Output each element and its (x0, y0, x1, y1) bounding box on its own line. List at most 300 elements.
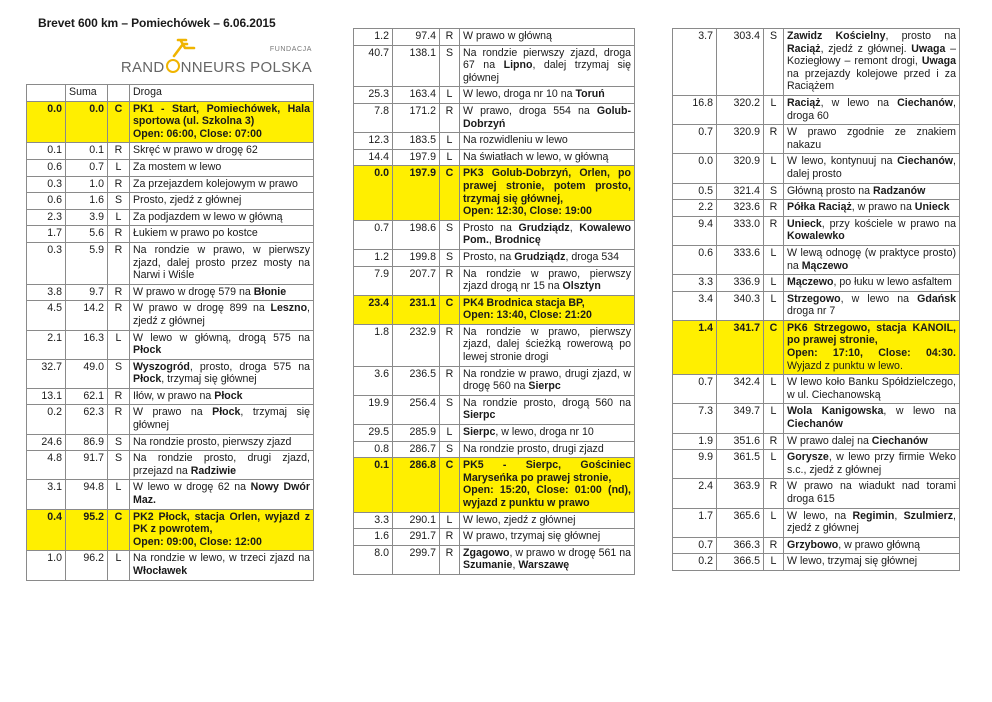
distance-cell: 14.4 (354, 149, 393, 166)
table-row (673, 29, 960, 96)
route-description-cell: PK2 Płock, stacja Orlen, wyjazd z PK z powrotem, Open: 09:00, Close: 12:00 (130, 509, 314, 551)
route-description-cell: PK4 Brodnica stacja BP, Open: 13:40, Close: 21:20 (460, 295, 635, 324)
table-row (354, 395, 635, 424)
cumulative-cell: 0.7 (66, 159, 108, 176)
route-description-cell: Za podjazdem w lewo w główną (130, 209, 314, 226)
route-description-cell: W lewo koło Banku Spółdzielczego, w ul. Ciechanowską (784, 375, 960, 404)
table-row (354, 87, 635, 104)
distance-cell: 3.3 (354, 512, 393, 529)
cumulative-cell: 236.5 (393, 366, 440, 395)
cumulative-cell: 96.2 (66, 551, 108, 580)
distance-cell: 0.2 (27, 405, 66, 434)
header-route: Droga (130, 85, 314, 102)
table-row (354, 249, 635, 266)
route-description-cell: W lewo, droga nr 10 na Toruń (460, 87, 635, 104)
direction-cell: R (440, 266, 460, 295)
distance-cell: 1.8 (354, 324, 393, 366)
cumulative-cell: 256.4 (393, 395, 440, 424)
table-row (27, 176, 314, 193)
logo-name-text: RAND NNEURS POLSKA (120, 59, 312, 76)
route-description-cell: W prawo, droga 554 na Golub-Dobrzyń (460, 103, 635, 132)
distance-cell: 2.2 (673, 200, 717, 217)
cumulative-cell: 0.0 (66, 101, 108, 143)
cumulative-cell: 95.2 (66, 509, 108, 551)
table-row (27, 551, 314, 580)
route-description-cell: W lewo, trzymaj się głównej (784, 554, 960, 571)
distance-cell: 4.8 (27, 451, 66, 480)
cumulative-cell: 1.0 (66, 176, 108, 193)
distance-cell: 0.4 (27, 509, 66, 551)
route-description-cell: PK6 Strzegowo, stacja KANOIL, po prawej stronie, Open: 17:10, Close: 04:30. Wyjazd z punktu w lewo. (784, 320, 960, 374)
cumulative-cell: 97.4 (393, 29, 440, 46)
distance-cell: 4.5 (27, 301, 66, 330)
distance-cell: 2.4 (673, 479, 717, 508)
table-row (673, 95, 960, 124)
cumulative-cell: 5.6 (66, 226, 108, 243)
direction-cell: C (440, 295, 460, 324)
direction-cell: L (764, 375, 784, 404)
cumulative-cell: 341.7 (717, 320, 764, 374)
route-description-cell: Gorysze, w lewo przy firmie Weko s.c., zjedź z głównej (784, 450, 960, 479)
route-description-cell: W prawo na Płock, trzymaj się głównej (130, 405, 314, 434)
direction-cell: S (108, 359, 130, 388)
distance-cell: 9.4 (673, 216, 717, 245)
route-description-cell: W prawo w drogę 899 na Leszno, zjedź z głównej (130, 301, 314, 330)
route-description-cell: W prawo zgodnie ze znakiem nakazu (784, 125, 960, 154)
distance-cell: 12.3 (354, 133, 393, 150)
table-row (27, 451, 314, 480)
direction-cell: R (440, 103, 460, 132)
route-description-cell: Unieck, przy kościele w prawo na Kowalewko (784, 216, 960, 245)
table-row (673, 433, 960, 450)
distance-cell: 0.6 (673, 245, 717, 274)
route-description-cell: Mączewo, po łuku w lewo asfaltem (784, 275, 960, 292)
cumulative-cell: 320.9 (717, 125, 764, 154)
route-description-cell: W lewo, zjedź z głównej (460, 512, 635, 529)
direction-cell: L (764, 154, 784, 183)
cumulative-cell: 14.2 (66, 301, 108, 330)
direction-cell: S (108, 193, 130, 210)
direction-cell: R (764, 216, 784, 245)
direction-cell: L (108, 159, 130, 176)
route-table-column-1 (26, 84, 314, 581)
table-row (354, 45, 635, 87)
distance-cell: 1.6 (354, 529, 393, 546)
route-description-cell: Na rondzie pierwszy zjazd, droga 67 na Lipno, dalej trzymaj się głównej (460, 45, 635, 87)
table-row (27, 359, 314, 388)
document-title: Brevet 600 km – Pomiechówek – 6.06.2015 (38, 16, 276, 30)
table-row (354, 366, 635, 395)
cumulative-cell: 320.9 (717, 154, 764, 183)
route-description-cell: Na rondzie prosto, drogą 560 na Sierpc (460, 395, 635, 424)
cumulative-cell: 333.0 (717, 216, 764, 245)
direction-cell: C (764, 320, 784, 374)
cumulative-cell: 299.7 (393, 545, 440, 574)
distance-cell: 1.2 (354, 29, 393, 46)
cumulative-cell: 198.6 (393, 220, 440, 249)
direction-cell: L (440, 512, 460, 529)
direction-cell: R (108, 405, 130, 434)
checkpoint-row (27, 101, 314, 143)
cumulative-cell: 163.4 (393, 87, 440, 104)
cumulative-cell: 290.1 (393, 512, 440, 529)
distance-cell: 0.2 (673, 554, 717, 571)
randonneurs-logo (120, 38, 312, 84)
table-row (27, 434, 314, 451)
route-description-cell: W lewą odnogę (w praktyce prosto) na Mączewo (784, 245, 960, 274)
distance-cell: 0.6 (27, 159, 66, 176)
cumulative-cell: 9.7 (66, 284, 108, 301)
table-row (354, 545, 635, 574)
cumulative-cell: 333.6 (717, 245, 764, 274)
route-description-cell: PK1 - Start, Pomiechówek, Hala sportowa (ul. Szkolna 3) Open: 06:00, Close: 07:00 (130, 101, 314, 143)
distance-cell: 0.6 (27, 193, 66, 210)
distance-cell: 0.3 (27, 176, 66, 193)
direction-cell: L (108, 551, 130, 580)
direction-cell: L (440, 425, 460, 442)
table-row (354, 266, 635, 295)
checkpoint-row (354, 295, 635, 324)
cumulative-cell: 286.7 (393, 441, 440, 458)
table-row (673, 450, 960, 479)
route-description-cell: Półka Raciąż, w prawo na Unieck (784, 200, 960, 217)
direction-cell: R (440, 324, 460, 366)
distance-cell: 3.6 (354, 366, 393, 395)
distance-cell: 24.6 (27, 434, 66, 451)
route-description-cell: Zawidz Kościelny, prosto na Raciąż, zjedź z głównej. Uwaga – Koziegłowy – remont drogi, Uwaga na przejazdy kolejowe przed i za Raciążem (784, 29, 960, 96)
cumulative-cell: 5.9 (66, 242, 108, 284)
distance-cell: 25.3 (354, 87, 393, 104)
route-description-cell: Zgagowo, w prawo w drogę 561 na Szumanie, Warszawę (460, 545, 635, 574)
direction-cell: L (764, 508, 784, 537)
direction-cell: L (764, 554, 784, 571)
route-description-cell: Na rondzie prosto, drugi zjazd, przejazd na Radziwie (130, 451, 314, 480)
cumulative-cell: 197.9 (393, 149, 440, 166)
cumulative-cell: 62.3 (66, 405, 108, 434)
direction-cell: S (440, 441, 460, 458)
direction-cell: L (440, 149, 460, 166)
direction-cell: R (108, 301, 130, 330)
cumulative-cell: 94.8 (66, 480, 108, 509)
direction-cell: C (108, 509, 130, 551)
cumulative-cell: 349.7 (717, 404, 764, 433)
table-row (673, 508, 960, 537)
cumulative-cell: 183.5 (393, 133, 440, 150)
distance-cell: 1.7 (27, 226, 66, 243)
table-row (354, 29, 635, 46)
distance-cell: 29.5 (354, 425, 393, 442)
direction-cell: L (108, 209, 130, 226)
distance-cell: 13.1 (27, 388, 66, 405)
distance-cell: 32.7 (27, 359, 66, 388)
direction-cell: L (108, 480, 130, 509)
distance-cell: 0.1 (27, 143, 66, 160)
cumulative-cell: 291.7 (393, 529, 440, 546)
direction-cell: S (440, 249, 460, 266)
table-row (673, 183, 960, 200)
direction-cell: R (108, 176, 130, 193)
direction-cell: C (440, 458, 460, 512)
cumulative-cell: 231.1 (393, 295, 440, 324)
cumulative-cell: 361.5 (717, 450, 764, 479)
cumulative-cell: 366.3 (717, 537, 764, 554)
table-row (673, 537, 960, 554)
route-description-cell: W lewo, na Regimin, Szulmierz, zjedź z głównej (784, 508, 960, 537)
cumulative-cell: 62.1 (66, 388, 108, 405)
cumulative-cell: 171.2 (393, 103, 440, 132)
distance-cell: 40.7 (354, 45, 393, 87)
route-description-cell: W prawo, trzymaj się głównej (460, 529, 635, 546)
route-description-cell: Sierpc, w lewo, droga nr 10 (460, 425, 635, 442)
table-row (673, 275, 960, 292)
distance-cell: 23.4 (354, 295, 393, 324)
cumulative-cell: 285.9 (393, 425, 440, 442)
direction-cell: R (764, 433, 784, 450)
table-row (27, 226, 314, 243)
distance-cell: 0.0 (354, 166, 393, 220)
table-row (27, 193, 314, 210)
cumulative-cell: 232.9 (393, 324, 440, 366)
table-row (27, 159, 314, 176)
distance-cell: 0.7 (673, 537, 717, 554)
table-row (354, 529, 635, 546)
route-description-cell: Na rondzie w prawo, pierwszy zjazd, dalej ścieżką rowerową po lewej stronie drogi (460, 324, 635, 366)
cumulative-cell: 207.7 (393, 266, 440, 295)
direction-cell: L (108, 330, 130, 359)
route-description-cell: Na rondzie w prawo, pierwszy zjazd drogą nr 15 na Olsztyn (460, 266, 635, 295)
distance-cell: 2.1 (27, 330, 66, 359)
direction-cell: L (764, 95, 784, 124)
cumulative-cell: 340.3 (717, 291, 764, 320)
distance-cell: 7.3 (673, 404, 717, 433)
route-description-cell: Iłów, w prawo na Płock (130, 388, 314, 405)
cumulative-cell: 3.9 (66, 209, 108, 226)
table-row (27, 209, 314, 226)
table-row (27, 480, 314, 509)
route-description-cell: Grzybowo, w prawo główną (784, 537, 960, 554)
table-row (354, 512, 635, 529)
distance-cell: 2.3 (27, 209, 66, 226)
table-row (673, 245, 960, 274)
table-row (673, 216, 960, 245)
cumulative-cell: 323.6 (717, 200, 764, 217)
direction-cell: R (764, 479, 784, 508)
distance-cell: 8.0 (354, 545, 393, 574)
header-distance (27, 85, 66, 102)
distance-cell: 0.3 (27, 242, 66, 284)
cumulative-cell: 16.3 (66, 330, 108, 359)
logo-org-text: FUNDACJA (269, 46, 312, 53)
route-description-cell: W prawo na wiadukt nad torami droga 615 (784, 479, 960, 508)
distance-cell: 0.8 (354, 441, 393, 458)
route-description-cell: Na rondzie w lewo, w trzeci zjazd na Włocławek (130, 551, 314, 580)
distance-cell: 16.8 (673, 95, 717, 124)
distance-cell: 1.7 (673, 508, 717, 537)
route-description-cell: Za przejazdem kolejowym w prawo (130, 176, 314, 193)
route-description-cell: PK3 Golub-Dobrzyń, Orlen, po prawej stronie, potem prosto, trzymaj się głównej, Open: 12:30, Close: 19:00 (460, 166, 635, 220)
route-description-cell: W lewo w główną, drogą 575 na Płock (130, 330, 314, 359)
route-table-column-2 (353, 28, 635, 575)
table-row (673, 200, 960, 217)
distance-cell: 19.9 (354, 395, 393, 424)
direction-cell: S (108, 451, 130, 480)
route-table-column-3 (672, 28, 960, 571)
cumulative-cell: 286.8 (393, 458, 440, 512)
table-row (27, 284, 314, 301)
route-description-cell: Na rondzie prosto, pierwszy zjazd (130, 434, 314, 451)
route-description-cell: Na światłach w lewo, w główną (460, 149, 635, 166)
route-description-cell: W prawo w główną (460, 29, 635, 46)
cumulative-cell: 0.1 (66, 143, 108, 160)
distance-cell: 0.7 (673, 125, 717, 154)
direction-cell: R (440, 529, 460, 546)
direction-cell: R (108, 388, 130, 405)
table-row (354, 441, 635, 458)
cumulative-cell: 320.2 (717, 95, 764, 124)
route-description-cell: Na rondzie prosto, drugi zjazd (460, 441, 635, 458)
cumulative-cell: 336.9 (717, 275, 764, 292)
table-row (673, 291, 960, 320)
distance-cell: 7.9 (354, 266, 393, 295)
table-row (673, 404, 960, 433)
checkpoint-row (27, 509, 314, 551)
route-description-cell: W prawo w drogę 579 na Błonie (130, 284, 314, 301)
table-row (27, 388, 314, 405)
direction-cell: R (764, 200, 784, 217)
route-description-cell: Skręć w prawo w drogę 62 (130, 143, 314, 160)
table-row (354, 133, 635, 150)
direction-cell: S (108, 434, 130, 451)
table-row (673, 375, 960, 404)
direction-cell: L (764, 404, 784, 433)
distance-cell: 1.4 (673, 320, 717, 374)
cumulative-cell: 91.7 (66, 451, 108, 480)
direction-cell: S (764, 183, 784, 200)
logo-ring-icon (166, 59, 180, 73)
cumulative-cell: 321.4 (717, 183, 764, 200)
route-description-cell: Raciąż, w lewo na Ciechanów, droga 60 (784, 95, 960, 124)
direction-cell: C (440, 166, 460, 220)
direction-cell: L (764, 245, 784, 274)
direction-cell: R (108, 242, 130, 284)
route-description-cell: Wola Kanigowska, w lewo na Ciechanów (784, 404, 960, 433)
cumulative-cell: 86.9 (66, 434, 108, 451)
cumulative-cell: 363.9 (717, 479, 764, 508)
direction-cell: C (108, 101, 130, 143)
table-row (673, 554, 960, 571)
route-description-cell: Główną prosto na Radzanów (784, 183, 960, 200)
checkpoint-row (354, 458, 635, 512)
table-row (673, 125, 960, 154)
route-description-cell: Wyszogród, prosto, droga 575 na Płock, trzymaj się głównej (130, 359, 314, 388)
distance-cell: 0.0 (673, 154, 717, 183)
table-row (354, 149, 635, 166)
direction-cell: R (108, 226, 130, 243)
direction-cell: R (440, 545, 460, 574)
table-header-row (27, 85, 314, 102)
table-row (27, 143, 314, 160)
direction-cell: S (440, 395, 460, 424)
direction-cell: R (764, 537, 784, 554)
cumulative-cell: 351.6 (717, 433, 764, 450)
distance-cell: 0.1 (354, 458, 393, 512)
direction-cell: R (440, 29, 460, 46)
route-description-cell: Na rozwidleniu w lewo (460, 133, 635, 150)
direction-cell: R (108, 284, 130, 301)
table-row (27, 330, 314, 359)
table-row (354, 220, 635, 249)
direction-cell: L (764, 450, 784, 479)
direction-cell: R (440, 366, 460, 395)
cumulative-cell: 303.4 (717, 29, 764, 96)
table-row (27, 405, 314, 434)
cumulative-cell: 366.5 (717, 554, 764, 571)
cumulative-cell: 199.8 (393, 249, 440, 266)
route-description-cell: Prosto na Grudziądz, Kowalewo Pom., Brodnicę (460, 220, 635, 249)
distance-cell: 0.5 (673, 183, 717, 200)
direction-cell: R (108, 143, 130, 160)
table-row (354, 324, 635, 366)
checkpoint-row (673, 320, 960, 374)
header-type (108, 85, 130, 102)
distance-cell: 3.3 (673, 275, 717, 292)
distance-cell: 3.8 (27, 284, 66, 301)
table-row (354, 103, 635, 132)
route-description-cell: Strzegowo, w lewo na Gdańsk droga nr 7 (784, 291, 960, 320)
cumulative-cell: 49.0 (66, 359, 108, 388)
route-description-cell: W lewo w drogę 62 na Nowy Dwór Maz. (130, 480, 314, 509)
table-row (673, 154, 960, 183)
cumulative-cell: 342.4 (717, 375, 764, 404)
distance-cell: 1.2 (354, 249, 393, 266)
distance-cell: 3.1 (27, 480, 66, 509)
route-description-cell: W lewo, kontynuuj na Ciechanów, dalej prosto (784, 154, 960, 183)
cumulative-cell: 138.1 (393, 45, 440, 87)
route-description-cell: Na rondzie w prawo, drugi zjazd, w drogę 560 na Sierpc (460, 366, 635, 395)
cumulative-cell: 1.6 (66, 193, 108, 210)
table-row (354, 425, 635, 442)
table-row (673, 479, 960, 508)
distance-cell: 1.9 (673, 433, 717, 450)
route-description-cell: Prosto, zjedź z głównej (130, 193, 314, 210)
direction-cell: S (764, 29, 784, 96)
checkpoint-row (354, 166, 635, 220)
distance-cell: 1.0 (27, 551, 66, 580)
route-description-cell: W prawo dalej na Ciechanów (784, 433, 960, 450)
table-row (27, 301, 314, 330)
route-description-cell: PK5 - Sierpc, Gościniec Maryseńka po prawej stronie, Open: 15:20, Close: 01:00 (nd), wyjazd z punktu w prawo (460, 458, 635, 512)
cumulative-cell: 365.6 (717, 508, 764, 537)
direction-cell: S (440, 220, 460, 249)
cyclist-icon (170, 38, 200, 58)
direction-cell: L (440, 87, 460, 104)
direction-cell: L (440, 133, 460, 150)
distance-cell: 7.8 (354, 103, 393, 132)
distance-cell: 9.9 (673, 450, 717, 479)
distance-cell: 3.7 (673, 29, 717, 96)
distance-cell: 0.7 (673, 375, 717, 404)
cumulative-cell: 197.9 (393, 166, 440, 220)
distance-cell: 0.7 (354, 220, 393, 249)
header-sum: Suma (66, 85, 108, 102)
route-description-cell: Prosto, na Grudziądz, droga 534 (460, 249, 635, 266)
route-description-cell: Na rondzie w prawo, w pierwszy zjazd, dalej prosto przez mosty na Narwi i Wiśle (130, 242, 314, 284)
direction-cell: L (764, 275, 784, 292)
direction-cell: L (764, 291, 784, 320)
table-row (27, 242, 314, 284)
distance-cell: 3.4 (673, 291, 717, 320)
direction-cell: R (764, 125, 784, 154)
